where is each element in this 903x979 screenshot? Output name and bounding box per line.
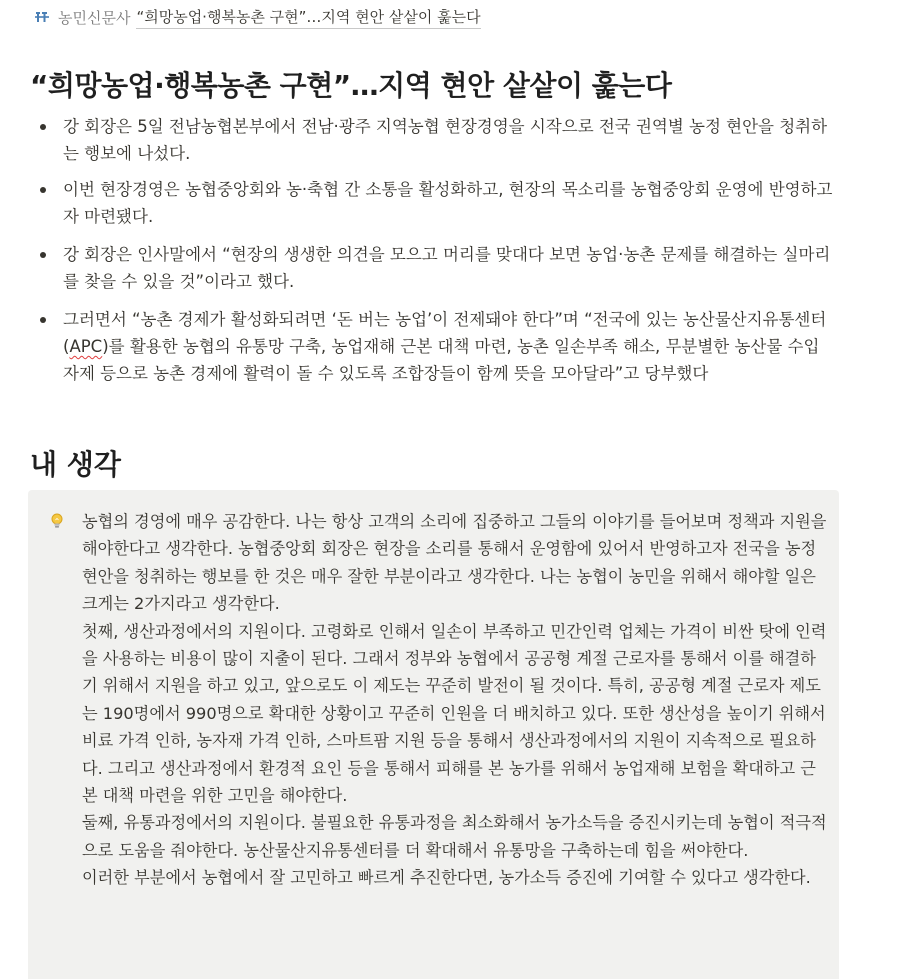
- callout-paragraph: 첫째, 생산과정에서의 지원이다. 고령화로 인해서 일손이 부족하고 민간인력 업체는 가격이 비싼 탓에 인력을 사용하는 비용이 많이 지출이 된다. 그래서 정부와 농협에서 공공형 계절 근로자를 통해서 이를 해결하기 위해서 지원을 하고 있고, 앞으로도 이 제도는 꾸준히 발전이 될 것이다. 특히, 공공형 계절 근로자 제도는 190명에서 990명으로 확대한 상황이고 꾸준히 인원을 더 배치하고 있다. 또한 생산성을 높이기 위해서 비료 가격 인하, 농자재 가격 인하, 스마트팜 지원 등을 통해서 생산과정에서의 지원이 지속적으로 필요하다. 그리고 생산과정에서 환경적 요인 등을 통해서 피해를 본 농가를 위해서 농업재해 보험을 확대하고 근본 대책 마련을 위한 고민을 해야한다.: [82, 621, 827, 806]
- callout-paragraph: 이러한 부분에서 농협에서 잘 고민하고 빠르게 추진한다면, 농가소득 증진에 기여할 수 있다고 생각한다.: [82, 868, 811, 888]
- list-item-text: 그러면서 “농촌 경제가 활성화되려면 ‘돈 버는 농업’이 전제돼야 한다”며 “전국에 있는 농산물산지유통센터(: [63, 310, 827, 356]
- breadcrumb-source[interactable]: 농민신문사: [58, 8, 131, 27]
- list-item: [36, 306, 836, 414]
- callout-body: [82, 508, 827, 892]
- breadcrumb: [33, 5, 481, 29]
- breadcrumb-page-link[interactable]: “희망농업·행복농촌 구현”…지역 현안 샅샅이 훑는다: [136, 6, 480, 29]
- section-heading: 내 생각: [30, 448, 121, 481]
- list-item: 강 회장은 인사말에서 “현장의 생생한 의견을 모으고 머리를 맞대다 보면 농업·농촌 문제를 해결하는 실마리를 찾을 수 있을 것”이라고 했다.: [36, 241, 836, 306]
- callout-paragraph: 둘째, 유통과정에서의 지원이다. 불필요한 유통과정을 최소화해서 농가소득을 증진시키는데 농협이 적극적으로 도움을 줘야한다. 농산물산지유통센터를 더 확대해서 유통망을 구축하는데 힘을 써야한다.: [82, 813, 827, 860]
- bullet-list: [36, 113, 836, 414]
- list-item-text: )를 활용한 농협의 유통망 구축, 농업재해 근본 대책 마련, 농촌 일손부족 해소, 무분별한 농산물 수입 자제 등으로 농촌 경제에 활력이 돌 수 있도록 조합장들이 함께 뜻을 모아달라”고 당부했다: [63, 337, 820, 383]
- callout-block: [28, 490, 839, 979]
- lightbulb-icon[interactable]: [48, 512, 66, 530]
- page-title: “희망농업·행복농촌 구현”…지역 현안 샅샅이 훑는다: [30, 69, 672, 102]
- list-item: 강 회장은 5일 전남농협본부에서 전남·광주 지역농협 현장경영을 시작으로 전국 권역별 농정 현안을 청취하는 행보에 나섰다.: [36, 113, 836, 176]
- newspaper-logo-icon: [33, 8, 51, 26]
- list-item: 이번 현장경영은 농협중앙회와 농·축협 간 소통을 활성화하고, 현장의 목소리를 농협중앙회 운영에 반영하고자 마련됐다.: [36, 176, 836, 241]
- spellcheck-flagged-word[interactable]: APC: [69, 337, 103, 356]
- callout-paragraph: 농협의 경영에 매우 공감한다. 나는 항상 고객의 소리에 집중하고 그들의 이야기를 들어보며 정책과 지원을 해야한다고 생각한다. 농협중앙회 회장은 현장을 소리를 통해서 운영함에 있어서 반영하고자 전국을 농정 현안을 청취하는 행보를 한 것은 매우 잘한 부분이라고 생각한다. 나는 농협이 농민을 위해서 해야할 일은 크게는 2가지라고 생각한다.: [82, 512, 827, 614]
